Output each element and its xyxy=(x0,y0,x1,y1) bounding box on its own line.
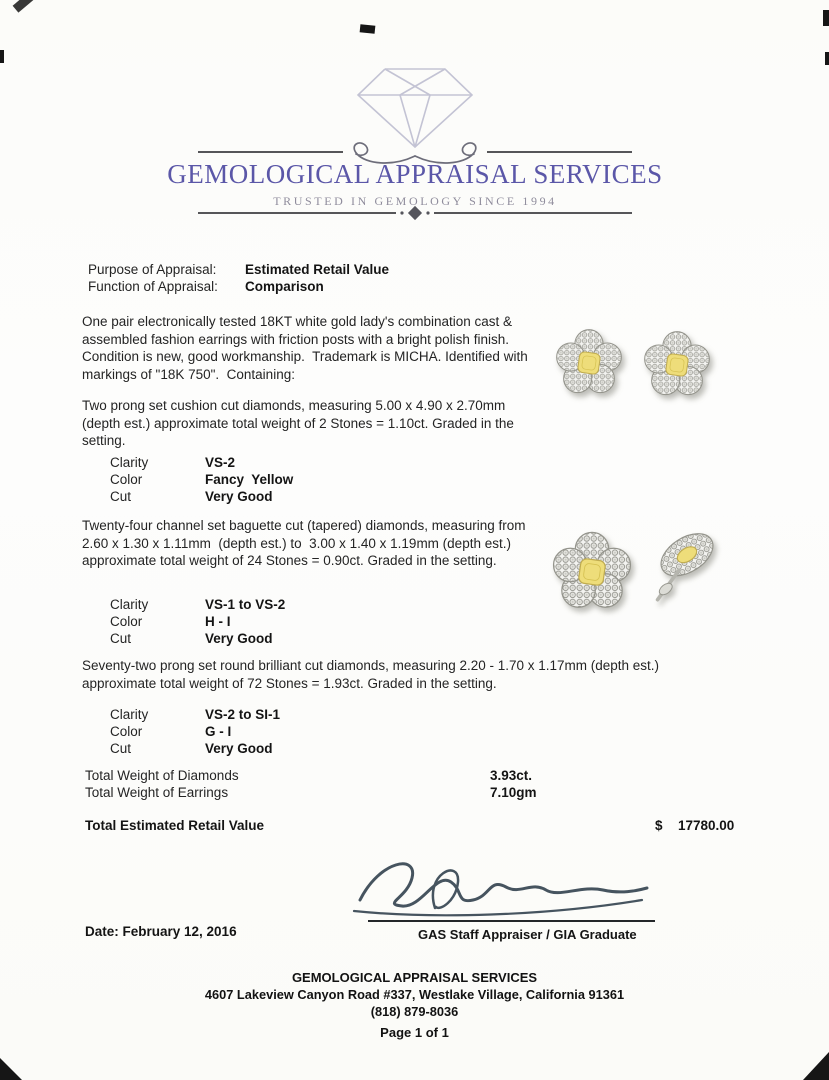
retail-value-amount: 17780.00 xyxy=(678,818,735,833)
grade-row xyxy=(110,488,293,505)
appraisal-date: Date: February 12, 2016 xyxy=(85,924,237,939)
grade-row xyxy=(110,706,280,723)
scan-artifact xyxy=(823,10,829,26)
grade-row xyxy=(110,740,280,757)
total-earrings-value: 7.10gm xyxy=(490,785,537,800)
grade-row xyxy=(110,596,285,613)
color-label: Color xyxy=(110,614,143,630)
cut-value: Very Good xyxy=(205,631,273,647)
clarity-value: VS-1 to VS-2 xyxy=(205,597,286,612)
clarity-label: Clarity xyxy=(110,597,149,612)
company-tagline: TRUSTED IN GEMOLOGY SINCE 1994 xyxy=(273,194,557,208)
clarity-label: Clarity xyxy=(110,455,149,470)
total-diamonds-label: Total Weight of Diamonds xyxy=(85,768,239,783)
scan-artifact xyxy=(0,1058,22,1080)
grade-row xyxy=(110,454,293,471)
grade-row xyxy=(110,630,285,647)
total-earrings-label: Total Weight of Earrings xyxy=(85,785,229,800)
currency-symbol: $ xyxy=(655,818,663,833)
color-value: Fancy Yellow xyxy=(205,472,294,488)
diamond-description-3: Seventy-two prong set round brilliant cut diamonds, measuring 2.20 - 1.70 x 1.17mm (depth est.) approximate total weight of 72 Stones = 1.93ct. Graded in the setting. xyxy=(82,658,663,691)
cut-label: Cut xyxy=(110,631,132,647)
company-title: GEMOLOGICAL APPRAISAL SERVICES xyxy=(167,159,663,189)
color-value: H - I xyxy=(205,614,231,630)
color-label: Color xyxy=(110,472,143,488)
cut-value: Very Good xyxy=(205,489,273,505)
cut-label: Cut xyxy=(110,741,132,757)
clarity-value: VS-2 xyxy=(205,455,236,470)
scan-artifact xyxy=(803,1052,829,1080)
cut-value: Very Good xyxy=(205,741,273,757)
diamond-description-2: Twenty-four channel set baguette cut (tapered) diamonds, measuring from 2.60 x 1.30 x 1.11mm (depth est.) to 3.00 x 1.40 x 1.19mm (depth est.) approximate total weight of 24 Stones = 0.90ct. Graded in the setting. xyxy=(82,518,533,568)
earrings-photo-front-pair xyxy=(542,326,727,402)
appraiser-signature xyxy=(340,852,670,922)
footer-address: 4607 Lakeview Canyon Road #337, Westlake Village, California 91361 xyxy=(204,987,625,1002)
earring-flower-illustration xyxy=(542,326,727,402)
grade-row xyxy=(110,471,293,488)
function-value: Comparison xyxy=(245,279,324,294)
earring-flower-illustration xyxy=(540,518,735,622)
function-row xyxy=(88,278,324,296)
scan-artifact xyxy=(13,0,42,13)
purpose-row xyxy=(88,261,389,279)
grade-table-2 xyxy=(110,596,285,648)
purpose-value: Estimated Retail Value xyxy=(245,262,390,277)
purpose-label: Purpose of Appraisal: xyxy=(88,262,217,277)
earrings-photo-front-side xyxy=(540,518,735,622)
footer-company: GEMOLOGICAL APPRAISAL SERVICES xyxy=(291,970,538,985)
scan-artifact xyxy=(360,24,376,34)
grade-row xyxy=(110,723,280,740)
grade-row xyxy=(110,613,285,630)
scan-artifact xyxy=(825,52,829,65)
clarity-label: Clarity xyxy=(110,707,149,722)
color-value: G - I xyxy=(205,724,232,740)
total-diamonds-value: 3.93ct. xyxy=(490,768,533,783)
retail-value-label: Total Estimated Retail Value xyxy=(85,818,265,833)
footer-phone: (818) 879-8036 xyxy=(370,1004,459,1019)
grade-table-1 xyxy=(110,454,293,506)
color-label: Color xyxy=(110,724,143,740)
scan-artifact xyxy=(0,50,4,63)
diamond-icon xyxy=(358,69,472,147)
signature-line xyxy=(368,920,655,922)
letterhead xyxy=(160,55,670,230)
function-label: Function of Appraisal: xyxy=(88,279,218,294)
clarity-value: VS-2 to SI-1 xyxy=(205,707,281,722)
page-number: Page 1 of 1 xyxy=(380,1025,449,1040)
grade-table-3 xyxy=(110,706,280,758)
diamond-description-1: Two prong set cushion cut diamonds, measuring 5.00 x 4.90 x 2.70mm (depth est.) approximate total weight of 2 Stones = 1.10ct. Graded in the setting. xyxy=(82,398,518,448)
appraiser-title: GAS Staff Appraiser / GIA Graduate xyxy=(418,927,637,942)
item-description: One pair electronically tested 18KT white gold lady's combination cast & assembled fashion earrings with friction posts with a bright polish finish. Condition is new, good workmanship. Trademark is MICHA. Identified with markings of "18K 750". Containing: xyxy=(82,314,532,382)
cut-label: Cut xyxy=(110,489,132,505)
